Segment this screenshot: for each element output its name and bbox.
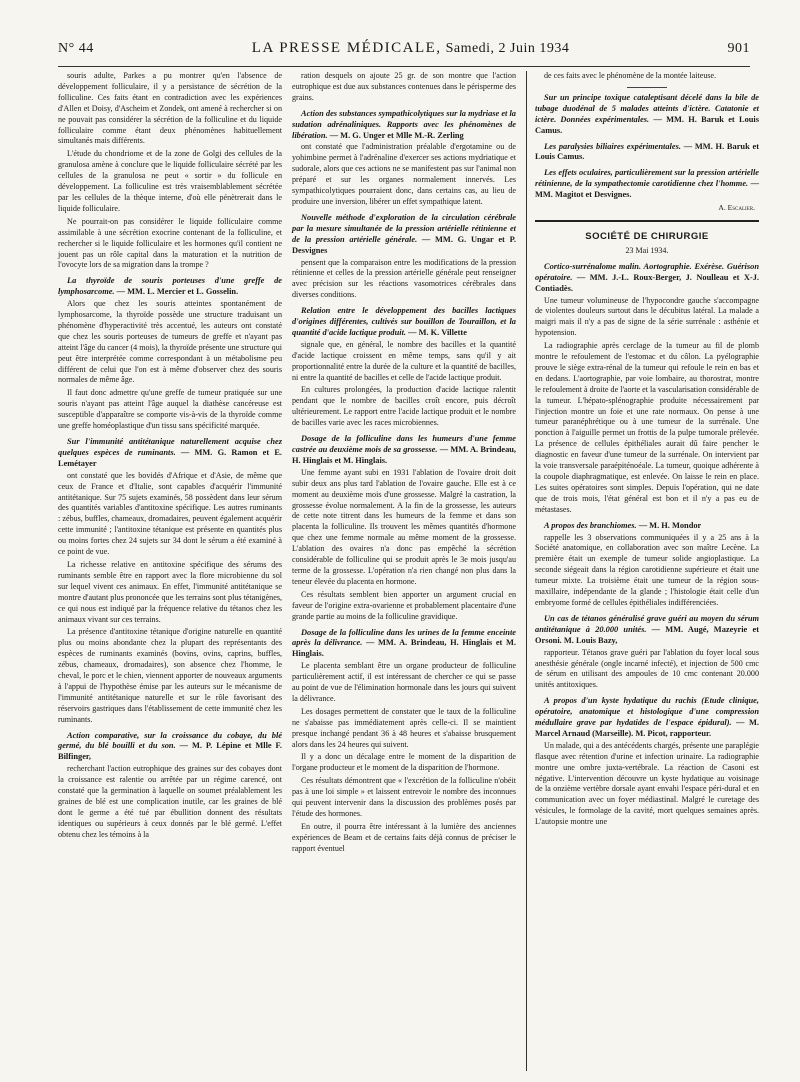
- journal-title: LA PRESSE MÉDICALE,: [251, 40, 442, 56]
- paragraph: La présence d'antitoxine tétanique d'origine naturelle en quantité plus ou moins abondante chez la plupart des représentants des espèces de ruminants examinés (bovins, ovins, caprins, buffles, zébus, chameaux, dromadaires), son absence chez l'homme, le cheval, le porc et le chien, viennent apporter de nouveaux arguments à l'appui de l'hypothèse émise par les auteurs sur le mécanisme de l'immunité antitétanique naturelle et sur le rôle favorisant des réservoirs gastriques dans l'établissement de cette immunité chez les ruminants.: [58, 627, 282, 724]
- article-authors: — MM. H. Baruk et Louis Camus.: [535, 114, 760, 135]
- paragraph: signale que, en général, le nombre des bacilles et la quantité d'acide lactique croissent en même temps, sans qu'il y ait proportionnalité entre la durée de la culture et la quantité de bacilles, ni entre la quantité de bacilles et celle de l'acide lactique produit.: [292, 339, 516, 382]
- paragraph: Une tumeur volumineuse de l'hypocondre gauche s'accompagne de violentes douleurs surtout dans le décubitus latéral. La malade a maigri mais il n'y a pas de signe de la série surrénale : asthénie et hypotension.: [535, 295, 759, 338]
- article: [535, 696, 759, 828]
- paragraph: Il y a donc un décalage entre le moment de la disparition de l'organe producteur et le moment de la disparition de l'hormone.: [292, 752, 516, 773]
- article: [292, 434, 516, 622]
- masthead: [58, 40, 750, 67]
- article-authors: — MM. G. Ramon et E. Lemétayer: [58, 447, 283, 468]
- paragraph: rappelle les 3 observations communiquées il y a 25 ans à la Société anatomique, en collaboration avec son maître Lecène. La première était un exemple de tumeur solide angioplastique. La seconde siégeait dans la région carotidienne supérieure et était une tumeur mixte. La troisième était une tumeur de la région sous-maxillaire, indépendante de la glande ; l'histologie était celle d'un embryome formé de cellules épithéliales indifférenciées.: [535, 532, 759, 607]
- paragraph: Le placenta semblant être un organe producteur de folliculine particulièrement actif, il est intéressant de chercher ce qui se passe au point de vue de l'élimination hormonale dans les jours qui suivent la délivrance.: [292, 661, 516, 703]
- paragraph: La richesse relative en antitoxine spécifique des sérums des ruminants semble être en rapport avec la flore microbienne du sol sur lequel vivent ces animaux. En effet, l'immunité antitétanique se montre d'autant plus prononcée que les terrains sont plus tétanigènes, ce qui nous est indiqué par la fréquence relative du tétanos chez les animaux vivant sur ces terrains.: [58, 559, 282, 624]
- issue-date: Samedi, 2 Juin 1934: [445, 41, 570, 56]
- article: [58, 731, 282, 841]
- article: [58, 437, 282, 726]
- article-authors: — M. Marcel Arnaud (Marseille). M. Picot, rapporteur.: [535, 718, 760, 738]
- paragraph: Alors que chez les souris atteintes spontanément de lymphosarcome, la thyroïde possède une structure traduisant un phénomène d'hyperactivité très accentué, les auteurs ont constaté que chez les souris porteuses de tumeurs de greffe et n'ayant pas atteint l'âge du cancer (4 mois), la thyroïde présente une structure qui peut être interprétée comme correspondant à un métabolisme peu différent de celui que l'on est à même d'observer chez des souris normales de même âge.: [58, 299, 282, 385]
- article: [535, 521, 759, 609]
- section-title: SOCIÉTÉ DE CHIRURGIE: [585, 230, 709, 242]
- article: [535, 142, 759, 164]
- article-title: Nouvelle méthode d'exploration de la circulation cérébrale par la mesure simultanée de la pression artérielle rétinienne et de la pression artérielle générale.: [292, 212, 516, 244]
- divider: [627, 87, 667, 88]
- column-3: [526, 71, 759, 1071]
- article-title: Les effets oculaires, particulièrement sur la pression artérielle rétinienne, de la sympathectomie carotidienne chez l'homme.: [535, 168, 759, 189]
- paragraph: Une femme ayant subi en 1931 l'ablation de l'ovaire droit doit subir deux ans plus tard l'ablation de l'ovaire gauche. Elle est à ce moment au deuxième mois d'une grossesse. Malgré la castration, la grossesse évolue normalement. A la fin de la grossesse, les auteurs de cette note titrent dans les humeurs de la femme et dans son placenta la folliculine. Ils trouvent les mêmes quantités d'hormone que chez une femme normale au même moment de la grossesse. L'ablation des ovaires n'a donc pas empêché la sécrétion considérable de folliculine qui se produit après le 3e mois jusqu'au terme de la grossesse. L'opération n'a rien changé non plus dans la teneur élevée du placenta en hormone.: [292, 467, 516, 586]
- article: [535, 168, 759, 201]
- paragraph: Ces résultats démontrent que « l'excrétion de la folliculine n'obéit pas à une loi simple » et laissent entrevoir le nombre des inconnues qui peuvent intervenir dans la discussion des problèmes posés par l'étude des hormones.: [292, 776, 516, 818]
- article-authors: — M. P. Lépine et Mlle F. Bilfinger,: [58, 741, 282, 762]
- article-title: A propos d'un kyste hydatique du rachis (Etude clinique, opératoire, anatomique et histologique d'une compression médullaire grave par hydatides de l'espace épidural).: [535, 696, 759, 728]
- paragraph: ont constaté que les bovidés d'Afrique et d'Asie, de même que ceux de France et d'Italie, sont capables d'acquérir l'immunité antitétanique. Sur 75 sujets examinés, 58 possèdent dans leur sérum des quantités variables d'antitoxine spécifique. Les autres ruminants : zébus, buffles, chameaux, dromadaires, peuvent également acquérir cette immunité ; l'antitoxine tétanique est présente en quantités plus ou moins fortes chez 24 sujets sur 34 dont le sérum a été examiné à ce point de vue.: [58, 470, 282, 557]
- article-title: Dosage de la folliculine dans les humeurs d'une femme castrée au deuxième mois de sa grossesse.: [292, 434, 516, 454]
- paragraph: souris adulte, Parkes a pu montrer qu'en l'absence de développement folliculaire, il y a persistance de sécrétion de la folliculine. Ces faits étant en contradiction avec les expériences d'Allen et Doisy, d'Ascheim et Zondek, ont amené à rechercher si on ne pouvait pas considérer la sécrétion de la folliculine et du liquide folliculaire comme étant deux phénomènes habituellement simultanés mais différents.: [58, 71, 282, 146]
- article-title: Les paralysies biliaires expérimentales.: [544, 141, 681, 151]
- paragraph: ration desquels on ajoute 25 gr. de son montre que l'action eutrophique est due aux substances contenues dans le périsperme des grains.: [292, 71, 516, 102]
- paragraph: Ne pourrait-on pas considérer le liquide folliculaire comme assimilable à une sécrétion exocrine contenant de la folliculine, et rechercher si le liquide folliculaire et les hormones qu'il contient ne jouent pas un rôle capital dans la maturation et la nutrition de l'ovocyte lors de sa migration dans la trompe ?: [58, 216, 282, 270]
- article-authors: — MM. J.-L. Roux-Berger, J. Noulleau et X-J. Contiadès.: [535, 272, 760, 293]
- article-authors: — MM. Magitot et Desvignes.: [535, 179, 760, 200]
- paragraph: recherchant l'action eutrophique des graines sur des cobayes dont la croissance est ralentie ou arrêtée par un régime carencé, ont constaté que la germination à laquelle on soumet préalablement les graines de blé est une complication inutile, car les graines de blé dont le germe a été tué par ébullition donnent des résultats identiques ou supérieurs à ceux donnés par le blé germé. L'effet obtenu chez les témoins à la: [58, 764, 282, 839]
- paragraph: Ces résultats semblent bien apporter un argument crucial en faveur de l'origine extra-ovarienne et probablement placentaire d'une grande partie au moins de la folliculine gravidique.: [292, 589, 516, 621]
- article-title: Dosage de la folliculine dans les urines de la femme enceinte après la délivrance.: [292, 627, 516, 648]
- paragraph: En outre, il pourra être intéressant à la lumière des anciennes expériences de Beam et de certains faits déjà connus de préciser le rapport éventuel: [292, 821, 516, 853]
- article-title: Action des substances sympathicolytiques sur la mydriase et la sudation adrénaliniques. Rapports avec les phénomènes de libération.: [292, 108, 516, 140]
- article-title: A propos des branchiomes.: [544, 520, 637, 530]
- article-authors: — MM. G. Ungar et P. Desvignes: [292, 234, 517, 255]
- article-authors: — MM. H. Baruk et Louis Camus.: [535, 141, 760, 162]
- columns: [58, 71, 760, 1071]
- article-title: Action comparative, sur la croissance du cobaye, du blé germé, du blé bouilli et du son.: [58, 730, 282, 751]
- article: [292, 306, 516, 429]
- paragraph: rapporteur. Tétanos grave guéri par l'ablation du foyer local sous anesthésie générale (ongle incarné infecté), et injection de 500 cmc de sérum en utilisant des ampoules de 10 cmc contenant 20.000 unités antitoxiques.: [535, 647, 759, 690]
- paragraph: Un malade, qui a des antécédents chargés, présente une paraplégie flasque avec rétention d'urine et infection urinaire. La radiographie montre une ombre juxta-vertébrale. La réaction de Casoni est négative. L'intervention découvre un kyste hydatique au voisinage de la onzième vertèbre dorsale ayant envahi l'espace péri-dural et en communication avec un foyer médiastinal. Malgré le curetage des vésicules, le formolage de la cavité, mort quelques semaines après. L'autopsie montre une: [535, 740, 759, 827]
- article-authors: — MM. Augé, Mazeyrie et Orsoni. M. Louis Bazy,: [535, 624, 759, 645]
- paragraph: La radiographie après cerclage de la tumeur au fil de plomb montre le refoulement de l'estomac et du côlon. La pyélographie prouve le siège extra-rénal de la tumeur qui refoule le rein en bas et en dedans. L'aortographie, par voie lombaire, au thorostrat, montre le refoulement à droite de l'aorte et la vascularisation considérable de la tumeur. L'hépato-splénographie produite nécessairement par l'injection montre un foie et une rate normaux. On pense à une tumeur paranéphrétique ou à une tumeur de la surrénale. Une ponction à l'aiguille permet un frottis de la pulpe tumorale prélevée. La présence de cellules épithéliales aurait dû faire pencher le diagnostic en faveur d'une tumeur de la surrénale. On intervient par la voie transversale paraépiténoéale. La tumeur, quoique adhérente à la coupole diaphragmatique, est enlevée. On laisse le rein en place. Les suites opératoires sont simples. Depuis l'opération, qui ne date que de trois mois, l'état général est bon et il n'y a pas eu de métastases.: [535, 341, 759, 514]
- section-date: 23 Mai 1934.: [625, 245, 669, 255]
- article-title: Cortico-surrénalome malin. Aortographie. Exérèse. Guérison opératoire.: [535, 261, 759, 282]
- section-rule: [535, 220, 759, 222]
- column-2: [292, 71, 516, 1071]
- article-title: Un cas de tétanos généralisé grave guéri au moyen du sérum antitétanique à 20.000 unités.: [535, 613, 759, 634]
- article-title: La thyroïde de souris porteuses d'une greffe de lymphosarcome.: [58, 276, 282, 297]
- article: [58, 276, 282, 432]
- article-authors: — M. H. Mondor: [638, 520, 702, 530]
- paragraph: de ces faits avec le phénomène de la montée laiteuse.: [544, 71, 717, 80]
- article: [292, 213, 516, 301]
- article-title: Sur un principe toxique cataleptisant décelé dans la bile de tubage duodénal de 5 malades atteints d'ictère. Catatonie et ictère. Données expérimentales.: [535, 92, 759, 124]
- column-1: [58, 71, 282, 1071]
- paragraph: Il faut donc admettre qu'une greffe de tumeur pratiquée sur une souris n'ayant pas atteint l'âge auquel la diathèse cancéreuse est susceptible d'apparaître se comporte vis-à-vis de la thyroïde comme une greffe homéoplastique d'un tissu sans spécificité marquée.: [58, 388, 282, 431]
- article: [292, 628, 516, 855]
- page-number: 901: [727, 41, 750, 56]
- paragraph: Les dosages permettent de constater que le taux de la folliculine ne s'abaisse pas immédiatement après celle-ci. Il se maintient presque inchangé pendant 36 à 48 heures et s'abaisse brusquement alors dans les 24 heures qui suivent.: [292, 706, 516, 749]
- article-authors: — MM. A. Brindeau, H. Hinglais et M. Hinglais.: [292, 445, 517, 465]
- article-authors: — MM. A. Brindeau, H. Hinglais et M. Hinglais.: [292, 638, 516, 659]
- article-authors: — M. G. Unger et Mlle M.-R. Zerling: [329, 130, 464, 140]
- paragraph: L'étude du chondriome et de la zone de Golgi des cellules de la granulosa amène à conclure que le liquide folliculaire sécrété par les cellules de la granulosa ne peut « sortir » du follicule en développement. La folliculine est très vraisemblablement sécrétée par les cellules de la thèque interne, d'où elle pénètrerait dans le liquide folliculaire.: [58, 149, 282, 213]
- article: [535, 93, 759, 137]
- article-authors: — M. K. Villette: [408, 327, 467, 337]
- article-title: Sur l'immunité antitétanique naturellement acquise chez quelques espèces de ruminants.: [58, 437, 282, 457]
- article: [292, 109, 516, 208]
- article: [535, 262, 759, 516]
- signature: A. Escalier.: [718, 203, 755, 213]
- article-title: Relation entre le développement des bacilles lactiques d'origines différentes, cultivés sur bouillon de Touraillon, et la quantité d'acide lactique produit.: [292, 306, 516, 337]
- paragraph: En cultures prolongées, la production d'acide lactique ralentit pendant que le nombre de bacilles croît encore, puis décroît ultérieurement. Le rapport entre l'acide lactique produit et le nombre de bacilles varie avec les races microbiennes.: [292, 385, 516, 428]
- article: [535, 614, 759, 691]
- paragraph: ont constaté que l'administration préalable d'ergotamine ou de yohimbine permet à l'adrénaline d'exercer ses actions mydriatique et sudorale, alors que ces actions ne se manifestent pas sur l'animal non préparé et sur les organes normalement innervés. Les sympathicolytiques pourraient donc, dans certains cas, au lieu de produire une inversion, libérer un effet sympathique latent.: [292, 142, 516, 206]
- page-label: N° 44: [58, 41, 94, 56]
- paragraph: pensent que la comparaison entre les modifications de la pression rétinienne et celles de la pression artérielle générale peut renseigner avec précision sur les réactions vasomotrices cérébrales dans diverses conditions.: [292, 257, 516, 300]
- article-authors: — MM. L. Mercier et L. Gosselin.: [116, 287, 239, 297]
